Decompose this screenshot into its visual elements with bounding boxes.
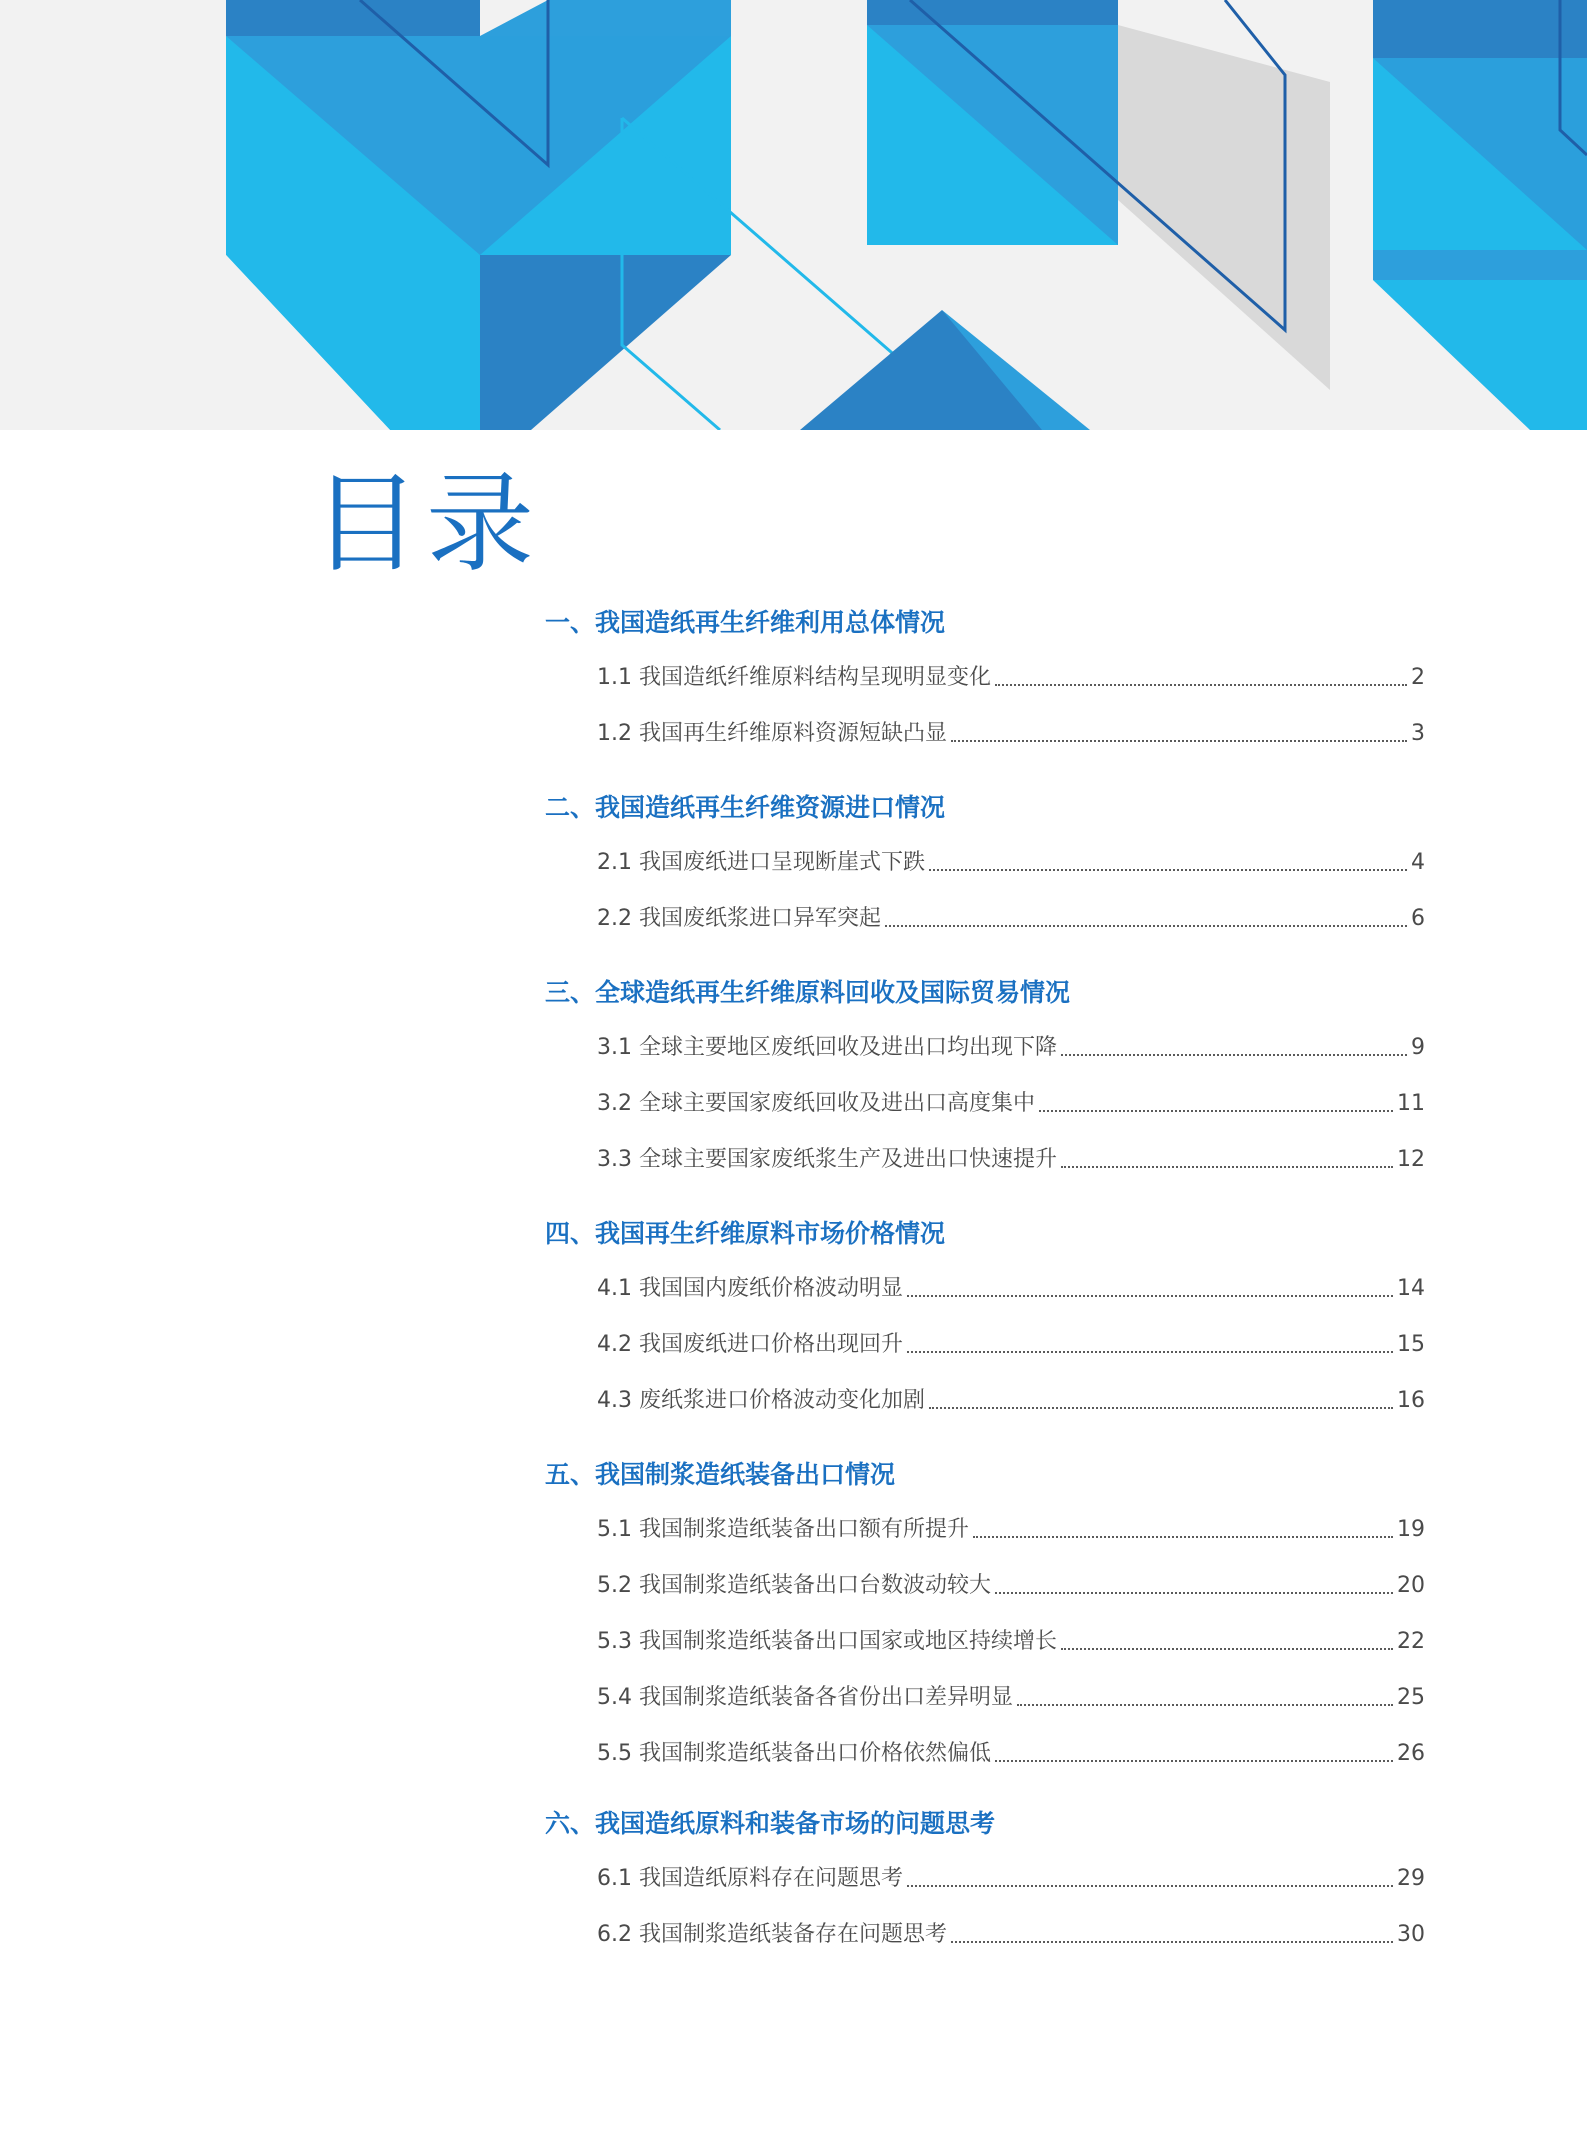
dot-leader: [1061, 1166, 1393, 1168]
dot-leader: [885, 925, 1407, 927]
dot-leader: [1039, 1110, 1393, 1112]
toc-section-heading[interactable]: 一、我国造纸再生纤维利用总体情况: [545, 608, 946, 637]
banner-left-block: [226, 0, 731, 430]
toc-entry-label: 5.4 我国制浆造纸装备各省份出口差异明显: [597, 1685, 1013, 1710]
dot-leader: [929, 1407, 1393, 1409]
toc-entry-label: 5.3 我国制浆造纸装备出口国家或地区持续增长: [597, 1629, 1057, 1654]
toc-section-heading[interactable]: 六、我国造纸原料和装备市场的问题思考: [545, 1809, 996, 1838]
toc-entry[interactable]: [597, 898, 1425, 934]
toc-entry[interactable]: [597, 1083, 1425, 1119]
toc-section-heading[interactable]: 五、我国制浆造纸装备出口情况: [545, 1460, 896, 1489]
toc-entry[interactable]: [597, 657, 1425, 693]
toc-entry[interactable]: [597, 713, 1425, 749]
toc-entry-label: 6.1 我国造纸原料存在问题思考: [597, 1866, 903, 1891]
toc-entry-label: 5.1 我国制浆造纸装备出口额有所提升: [597, 1517, 969, 1542]
dot-leader: [995, 1760, 1393, 1762]
toc-entry-label: 2.1 我国废纸进口呈现断崖式下跌: [597, 850, 925, 875]
toc-entry-label: 4.1 我国国内废纸价格波动明显: [597, 1276, 903, 1301]
toc-entry-label: 5.2 我国制浆造纸装备出口台数波动较大: [597, 1573, 991, 1598]
toc-entry-label: 1.1 我国造纸纤维原料结构呈现明显变化: [597, 665, 991, 690]
toc-entry-label: 5.5 我国制浆造纸装备出口价格依然偏低: [597, 1741, 991, 1766]
toc-entry-page-number: 4: [1411, 850, 1425, 875]
toc-entry-page-number: 19: [1397, 1517, 1425, 1542]
toc-entry-label: 2.2 我国废纸浆进口异军突起: [597, 906, 881, 931]
toc-entry-page-number: 9: [1411, 1035, 1425, 1060]
dot-leader: [907, 1351, 1393, 1353]
toc-entry-page-number: 30: [1397, 1922, 1425, 1947]
toc-entry-page-number: 16: [1397, 1388, 1425, 1413]
toc-entry[interactable]: [597, 1565, 1425, 1601]
dot-leader: [995, 684, 1407, 686]
toc-entry-page-number: 12: [1397, 1147, 1425, 1172]
dot-leader: [951, 740, 1407, 742]
toc-entry[interactable]: [597, 1858, 1425, 1894]
toc-section-heading[interactable]: 四、我国再生纤维原料市场价格情况: [545, 1219, 946, 1248]
toc-entry-label: 4.2 我国废纸进口价格出现回升: [597, 1332, 903, 1357]
dot-leader: [907, 1295, 1393, 1297]
toc-entry[interactable]: [597, 1621, 1425, 1657]
toc-entry-label: 4.3 废纸浆进口价格波动变化加剧: [597, 1388, 925, 1413]
dot-leader: [907, 1885, 1393, 1887]
toc-entry-page-number: 20: [1397, 1573, 1425, 1598]
toc-entry-page-number: 15: [1397, 1332, 1425, 1357]
toc-entry-page-number: 6: [1411, 906, 1425, 931]
dot-leader: [973, 1536, 1393, 1538]
dot-leader: [929, 869, 1407, 871]
toc-entry[interactable]: [597, 842, 1425, 878]
toc-entry-label: 3.1 全球主要地区废纸回收及进出口均出现下降: [597, 1035, 1057, 1060]
toc-section-heading[interactable]: 三、全球造纸再生纤维原料回收及国际贸易情况: [545, 978, 1071, 1007]
dot-leader: [1061, 1648, 1393, 1650]
dot-leader: [1061, 1054, 1407, 1056]
toc-entry-page-number: 26: [1397, 1741, 1425, 1766]
toc-entry[interactable]: [597, 1733, 1425, 1769]
dot-leader: [995, 1592, 1393, 1594]
toc-entry-page-number: 11: [1397, 1091, 1425, 1116]
toc-entry[interactable]: [597, 1914, 1425, 1950]
toc-entry-page-number: 2: [1411, 665, 1425, 690]
toc-entry[interactable]: [597, 1509, 1425, 1545]
toc-entry[interactable]: [597, 1677, 1425, 1713]
toc-entry[interactable]: [597, 1324, 1425, 1360]
page-title: 目录: [312, 462, 541, 587]
geometric-banner-graphic: [0, 0, 1587, 430]
toc-entry-page-number: 14: [1397, 1276, 1425, 1301]
toc-entry-label: 3.2 全球主要国家废纸回收及进出口高度集中: [597, 1091, 1035, 1116]
toc-entry[interactable]: [597, 1268, 1425, 1304]
toc-entry-label: 1.2 我国再生纤维原料资源短缺凸显: [597, 721, 947, 746]
toc-entry[interactable]: [597, 1380, 1425, 1416]
toc-entry-page-number: 22: [1397, 1629, 1425, 1654]
toc-entry-label: 6.2 我国制浆造纸装备存在问题思考: [597, 1922, 947, 1947]
toc-entry-label: 3.3 全球主要国家废纸浆生产及进出口快速提升: [597, 1147, 1057, 1172]
toc-entry[interactable]: [597, 1027, 1425, 1063]
banner-right-block: [1373, 0, 1587, 430]
dot-leader: [1017, 1704, 1393, 1706]
toc-entry[interactable]: [597, 1139, 1425, 1175]
toc-entry-page-number: 3: [1411, 721, 1425, 746]
toc-entry-page-number: 25: [1397, 1685, 1425, 1710]
toc-entry-page-number: 29: [1397, 1866, 1425, 1891]
toc-section-heading[interactable]: 二、我国造纸再生纤维资源进口情况: [545, 793, 946, 822]
dot-leader: [951, 1941, 1393, 1943]
